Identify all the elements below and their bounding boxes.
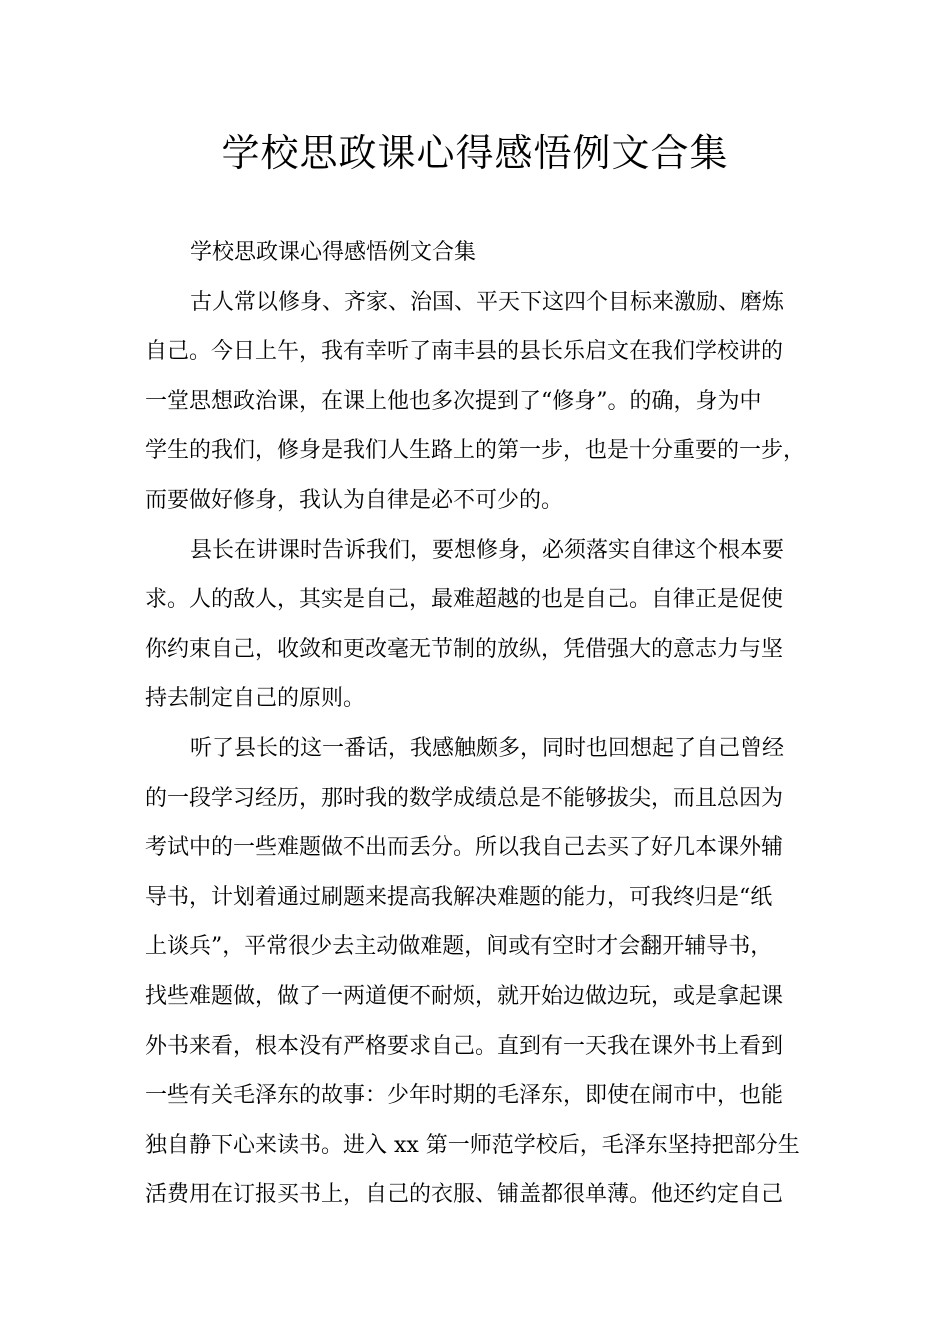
body-line: 你约束自己，收敛和更改毫无节制的放纵，凭借强大的意志力与坚 — [145, 636, 784, 662]
body-line: 上谈兵”，平常很少去主动做难题，间或有空时才会翻开辅导书， — [145, 934, 773, 960]
body-line: 古人常以修身、齐家、治国、平天下这四个目标来激励、磨炼 — [190, 289, 785, 315]
body-line: 一堂思想政治课，在课上他也多次提到了“修身”。的确，身为中 — [145, 388, 762, 414]
body-line: 独自静下心来读书。进入 xx 第一师范学校后，毛泽东坚持把部分生 — [145, 1132, 800, 1158]
body-line: 考试中的一些难题做不出而丢分。所以我自己去买了好几本课外辅 — [145, 835, 784, 861]
body-line: 而要做好修身，我认为自律是必不可少的。 — [145, 487, 564, 513]
body-line: 活费用在订报买书上，自己的衣服、铺盖都很单薄。他还约定自己 — [145, 1182, 784, 1208]
body-line: 自己。今日上午，我有幸听了南丰县的县长乐启文在我们学校讲的 — [145, 339, 784, 365]
body-line: 求。人的敌人，其实是自己，最难超越的也是自己。自律正是促使 — [145, 587, 784, 613]
document-body — [145, 228, 817, 1220]
body-line: 县长在讲课时告诉我们，要想修身，必须落实自律这个根本要 — [190, 537, 785, 563]
body-line: 听了县长的这一番话，我感触颇多，同时也回想起了自己曾经 — [190, 735, 785, 761]
body-line: 一些有关毛泽东的故事：少年时期的毛泽东，即使在闹市中，也能 — [145, 1083, 784, 1109]
document-title: 学校思政课心得感悟例文合集 — [221, 131, 729, 175]
body-line: 外书来看，根本没有严格要求自己。直到有一天我在课外书上看到 — [145, 1033, 784, 1059]
body-line: 学校思政课心得感悟例文合集 — [190, 240, 477, 265]
body-line: 的一段学习经历，那时我的数学成绩总是不能够拔尖，而且总因为 — [145, 785, 784, 811]
body-line: 找些难题做，做了一两道便不耐烦，就开始边做边玩，或是拿起课 — [145, 983, 784, 1009]
body-line: 持去制定自己的原则。 — [145, 686, 366, 712]
body-line: 学生的我们，修身是我们人生路上的第一步，也是十分重要的一步， — [145, 438, 806, 464]
body-line: 导书，计划着通过刷题来提高我解决难题的能力，可我终归是“纸 — [145, 884, 773, 910]
